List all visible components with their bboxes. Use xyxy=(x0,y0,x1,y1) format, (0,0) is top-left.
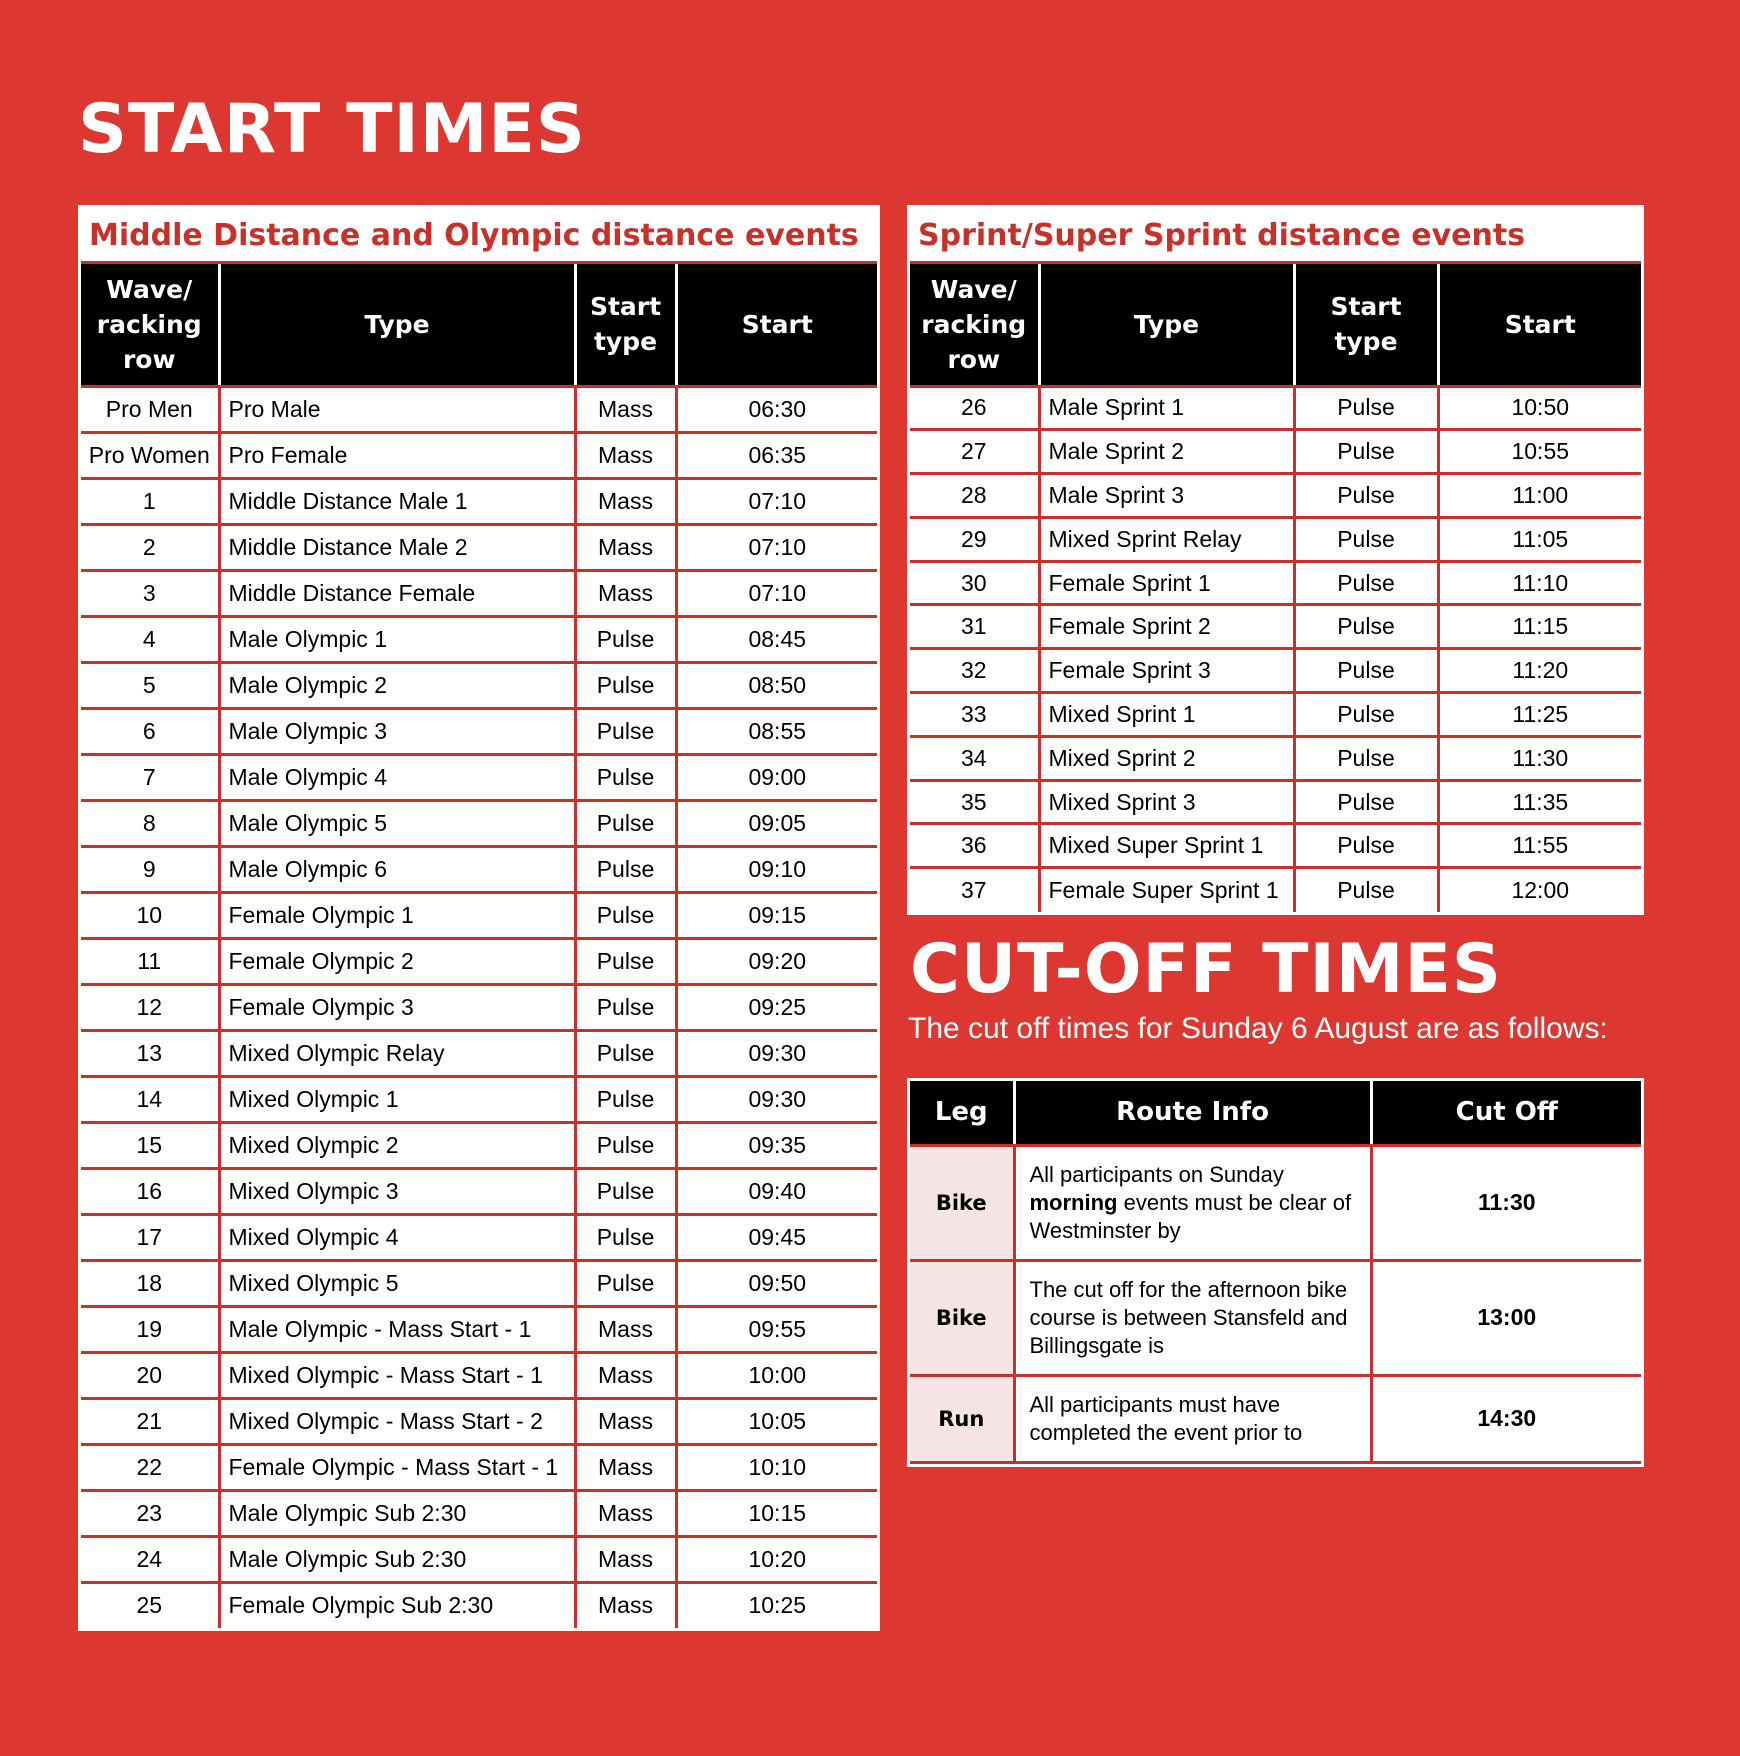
wave-cell: 24 xyxy=(81,1536,219,1582)
table-row xyxy=(81,1306,877,1352)
type-cell: Mixed Olympic - Mass Start - 2 xyxy=(219,1398,575,1444)
cutoff-times-title: CUT-OFF TIMES xyxy=(910,930,1502,1009)
table-row xyxy=(910,736,1641,780)
wave-cell: 12 xyxy=(81,984,219,1030)
wave-cell: 34 xyxy=(910,736,1039,780)
table-row xyxy=(81,1352,877,1398)
type-cell: Male Olympic 6 xyxy=(219,846,575,892)
table-row xyxy=(81,478,877,524)
type-cell: Mixed Olympic 3 xyxy=(219,1168,575,1214)
wave-cell: 28 xyxy=(910,474,1039,518)
header-wave: Wave/ racking row xyxy=(81,264,219,386)
sprint-rows xyxy=(910,386,1641,912)
wave-cell: 20 xyxy=(81,1352,219,1398)
type-cell: Mixed Olympic 5 xyxy=(219,1260,575,1306)
wave-cell: 5 xyxy=(81,662,219,708)
type-cell: Male Olympic 4 xyxy=(219,754,575,800)
start-time-cell: 09:30 xyxy=(676,1030,877,1076)
wave-cell: 31 xyxy=(910,605,1039,649)
table-row xyxy=(81,1582,877,1628)
wave-cell: 37 xyxy=(960,876,987,903)
wave-cell: Pro Men xyxy=(81,386,219,432)
cutoff-row xyxy=(910,1260,1641,1375)
wave-cell: 35 xyxy=(910,780,1039,824)
type-cell: Male Olympic - Mass Start - 1 xyxy=(219,1306,575,1352)
start-time-cell: 10:15 xyxy=(676,1490,877,1536)
wave-cell: 14 xyxy=(81,1076,219,1122)
table-row xyxy=(81,570,877,616)
table-row xyxy=(81,1398,877,1444)
table-row xyxy=(910,824,1641,868)
type-cell: Female Sprint 3 xyxy=(1039,649,1294,693)
table-row xyxy=(910,517,1641,561)
start-time-cell: 09:45 xyxy=(676,1214,877,1260)
type-cell: Female Olympic Sub 2:30 xyxy=(219,1582,575,1628)
wave-cell: 4 xyxy=(81,616,219,662)
wave-cell: 2 xyxy=(81,524,219,570)
wave-cell: 22 xyxy=(81,1444,219,1490)
start-time-cell: 09:20 xyxy=(676,938,877,984)
wave-cell: 9 xyxy=(81,846,219,892)
start-times-title: START TIMES xyxy=(78,90,586,169)
table-row xyxy=(81,800,877,846)
type-cell: Female Super Sprint 1 xyxy=(1039,868,1294,912)
start-type-cell: Mass xyxy=(575,386,676,432)
table-row xyxy=(81,1076,877,1122)
middle-olympic-caption: Middle Distance and Olympic distance events xyxy=(81,208,877,264)
start-time-cell: 10:25 xyxy=(676,1582,877,1628)
start-type-cell: Mass xyxy=(575,524,676,570)
type-cell: Mixed Super Sprint 1 xyxy=(1039,824,1294,868)
start-type-cell: Pulse xyxy=(1294,780,1438,824)
cutoff-time-cell: 13:00 xyxy=(1371,1260,1641,1375)
wave-cell: 26 xyxy=(910,386,1039,430)
wave-cell: 1 xyxy=(81,478,219,524)
start-time-cell: 09:50 xyxy=(676,1260,877,1306)
table-row xyxy=(81,662,877,708)
start-time-cell: 09:55 xyxy=(676,1306,877,1352)
type-cell: Middle Distance Female xyxy=(219,570,575,616)
table-row xyxy=(910,605,1641,649)
start-type-cell: Pulse xyxy=(1294,386,1438,430)
middle-olympic-rows xyxy=(81,386,877,1628)
table-row xyxy=(910,386,1641,430)
type-cell: Pro Male xyxy=(219,386,575,432)
start-type-cell: Pulse xyxy=(1294,868,1438,912)
start-time-cell: 06:30 xyxy=(676,386,877,432)
type-cell: Male Olympic 3 xyxy=(219,708,575,754)
type-cell: Male Olympic Sub 2:30 xyxy=(219,1490,575,1536)
table-row xyxy=(81,846,877,892)
table-row xyxy=(81,1168,877,1214)
route-info-cell xyxy=(1014,1145,1371,1260)
start-type-cell: Pulse xyxy=(575,616,676,662)
start-time-cell: 12:00 xyxy=(1438,868,1641,912)
wave-cell: 33 xyxy=(910,693,1039,737)
start-type-cell: Pulse xyxy=(575,1260,676,1306)
type-cell: Pro Female xyxy=(219,432,575,478)
cutoff-subtitle: The cut off times for Sunday 6 August are as follows: xyxy=(908,1012,1608,1045)
type-cell: Mixed Olympic - Mass Start - 1 xyxy=(219,1352,575,1398)
table-row xyxy=(910,474,1641,518)
type-cell: Female Olympic 3 xyxy=(219,984,575,1030)
type-cell: Mixed Olympic Relay xyxy=(219,1030,575,1076)
wave-cell: 36 xyxy=(910,824,1039,868)
type-cell: Mixed Olympic 1 xyxy=(219,1076,575,1122)
start-type-cell: Pulse xyxy=(1294,430,1438,474)
start-time-cell: 08:55 xyxy=(676,708,877,754)
wave-cell: 16 xyxy=(81,1168,219,1214)
type-cell: Female Sprint 1 xyxy=(1039,561,1294,605)
type-cell: Mixed Sprint Relay xyxy=(1039,517,1294,561)
start-time-cell: 11:20 xyxy=(1438,649,1641,693)
header-route-info: Route Info xyxy=(1014,1081,1371,1145)
type-cell: Male Olympic 2 xyxy=(219,662,575,708)
start-type-cell: Pulse xyxy=(575,984,676,1030)
start-type-cell: Pulse xyxy=(575,1214,676,1260)
type-cell: Female Olympic - Mass Start - 1 xyxy=(219,1444,575,1490)
start-time-cell: 08:45 xyxy=(676,616,877,662)
sprint-panel xyxy=(907,205,1644,915)
wave-cell: 23 xyxy=(81,1490,219,1536)
cutoff-time-cell: 14:30 xyxy=(1371,1375,1641,1462)
cutoff-panel xyxy=(907,1078,1644,1467)
header-start-type: Start type xyxy=(1294,264,1438,386)
wave-cell: 27 xyxy=(910,430,1039,474)
wave-cell: 15 xyxy=(81,1122,219,1168)
type-cell: Mixed Sprint 2 xyxy=(1039,736,1294,780)
table-row xyxy=(81,1214,877,1260)
table-row xyxy=(81,616,877,662)
table-row xyxy=(910,780,1641,824)
sprint-caption: Sprint/Super Sprint distance events xyxy=(910,208,1641,264)
start-time-cell: 11:00 xyxy=(1438,474,1641,518)
start-type-cell: Mass xyxy=(575,1490,676,1536)
type-cell: Female Olympic 1 xyxy=(219,892,575,938)
start-time-cell: 11:25 xyxy=(1438,693,1641,737)
start-type-cell: Pulse xyxy=(1294,561,1438,605)
table-row xyxy=(910,868,1641,912)
type-cell: Middle Distance Male 2 xyxy=(219,524,575,570)
table-row xyxy=(910,649,1641,693)
start-type-cell: Pulse xyxy=(575,938,676,984)
type-cell: Male Sprint 3 xyxy=(1039,474,1294,518)
wave-cell: 18 xyxy=(81,1260,219,1306)
start-type-cell: Mass xyxy=(575,432,676,478)
wave-cell: 32 xyxy=(910,649,1039,693)
header-start: Start xyxy=(1438,264,1641,386)
start-type-cell: Pulse xyxy=(1294,605,1438,649)
table-row xyxy=(910,693,1641,737)
sprint-table xyxy=(910,264,1641,912)
start-time-cell: 07:10 xyxy=(676,570,877,616)
table-row xyxy=(81,1444,877,1490)
type-cell: Mixed Sprint 3 xyxy=(1039,780,1294,824)
table-row xyxy=(81,1260,877,1306)
start-type-cell: Pulse xyxy=(1294,649,1438,693)
start-type-cell: Pulse xyxy=(575,1168,676,1214)
cutoff-time-cell: 11:30 xyxy=(1371,1145,1641,1260)
middle-olympic-panel xyxy=(78,205,880,1631)
route-info-cell: The cut off for the afternoon bike course is between Stansfeld and Billingsgate is xyxy=(1014,1260,1371,1375)
start-time-cell: 10:00 xyxy=(676,1352,877,1398)
middle-olympic-table xyxy=(81,264,877,1628)
start-time-cell: 09:40 xyxy=(676,1168,877,1214)
start-time-cell: 11:35 xyxy=(1438,780,1641,824)
header-type: Type xyxy=(1039,264,1294,386)
start-time-cell: 09:25 xyxy=(676,984,877,1030)
type-cell: Mixed Olympic 4 xyxy=(219,1214,575,1260)
wave-cell: 8 xyxy=(81,800,219,846)
type-cell: Male Olympic 5 xyxy=(219,800,575,846)
header-leg: Leg xyxy=(910,1081,1014,1145)
start-type-cell: Pulse xyxy=(575,1030,676,1076)
wave-cell: Pro Women xyxy=(81,432,219,478)
table-row xyxy=(910,430,1641,474)
wave-cell: 6 xyxy=(81,708,219,754)
start-type-cell: Mass xyxy=(575,1306,676,1352)
wave-cell: 10 xyxy=(81,892,219,938)
wave-cell: 25 xyxy=(136,1592,163,1619)
type-cell: Middle Distance Male 1 xyxy=(219,478,575,524)
table-row xyxy=(81,708,877,754)
table-row xyxy=(81,938,877,984)
wave-cell: 11 xyxy=(81,938,219,984)
wave-cell: 30 xyxy=(910,561,1039,605)
leg-cell: Bike xyxy=(910,1145,1014,1260)
cutoff-table xyxy=(910,1081,1641,1464)
start-type-cell: Mass xyxy=(575,1352,676,1398)
start-type-cell: Pulse xyxy=(575,754,676,800)
wave-cell: 7 xyxy=(81,754,219,800)
table-row xyxy=(81,1030,877,1076)
start-type-cell: Pulse xyxy=(575,892,676,938)
type-cell: Male Olympic 1 xyxy=(219,616,575,662)
start-time-cell: 09:10 xyxy=(676,846,877,892)
wave-cell: 21 xyxy=(81,1398,219,1444)
table-row xyxy=(81,892,877,938)
start-type-cell: Mass xyxy=(575,1582,676,1628)
type-cell: Mixed Olympic 2 xyxy=(219,1122,575,1168)
table-row xyxy=(81,1490,877,1536)
start-time-cell: 09:30 xyxy=(676,1076,877,1122)
route-info-emphasis: morning xyxy=(1029,1189,1118,1215)
start-type-cell: Pulse xyxy=(575,662,676,708)
start-type-cell: Mass xyxy=(575,1536,676,1582)
start-type-cell: Pulse xyxy=(575,800,676,846)
start-type-cell: Pulse xyxy=(575,1122,676,1168)
start-type-cell: Pulse xyxy=(1294,693,1438,737)
wave-cell: 29 xyxy=(910,517,1039,561)
start-type-cell: Pulse xyxy=(1294,824,1438,868)
table-row xyxy=(81,432,877,478)
start-time-cell: 10:55 xyxy=(1438,430,1641,474)
wave-cell: 13 xyxy=(81,1030,219,1076)
start-type-cell: Pulse xyxy=(575,1076,676,1122)
cutoff-row xyxy=(910,1145,1641,1260)
table-row xyxy=(81,1536,877,1582)
start-time-cell: 11:30 xyxy=(1438,736,1641,780)
start-time-cell: 10:05 xyxy=(676,1398,877,1444)
start-time-cell: 10:50 xyxy=(1438,386,1641,430)
table-row xyxy=(81,1122,877,1168)
leg-cell: Bike xyxy=(910,1260,1014,1375)
wave-cell: 17 xyxy=(81,1214,219,1260)
table-row xyxy=(81,524,877,570)
start-type-cell: Pulse xyxy=(1294,517,1438,561)
start-type-cell: Mass xyxy=(575,570,676,616)
start-type-cell: Pulse xyxy=(1294,736,1438,780)
start-time-cell: 11:15 xyxy=(1438,605,1641,649)
route-info-text: events must be clear of Westminster by xyxy=(1029,1189,1352,1243)
start-time-cell: 09:00 xyxy=(676,754,877,800)
start-time-cell: 09:05 xyxy=(676,800,877,846)
type-cell: Mixed Sprint 1 xyxy=(1039,693,1294,737)
start-time-cell: 10:10 xyxy=(676,1444,877,1490)
start-time-cell: 07:10 xyxy=(676,524,877,570)
header-start-type: Start type xyxy=(575,264,676,386)
start-type-cell: Pulse xyxy=(575,846,676,892)
type-cell: Male Sprint 2 xyxy=(1039,430,1294,474)
start-time-cell: 06:35 xyxy=(676,432,877,478)
cutoff-row xyxy=(910,1375,1641,1462)
start-time-cell: 11:55 xyxy=(1438,824,1641,868)
start-type-cell: Mass xyxy=(575,1444,676,1490)
route-info-text: All participants on Sunday xyxy=(1029,1161,1284,1187)
type-cell: Female Sprint 2 xyxy=(1039,605,1294,649)
header-wave: Wave/ racking row xyxy=(910,264,1039,386)
header-cut-off: Cut Off xyxy=(1371,1081,1641,1145)
type-cell: Female Olympic 2 xyxy=(219,938,575,984)
leg-cell: Run xyxy=(910,1375,1014,1462)
table-row xyxy=(81,984,877,1030)
start-type-cell: Pulse xyxy=(575,708,676,754)
wave-cell: 19 xyxy=(81,1306,219,1352)
start-time-cell: 08:50 xyxy=(676,662,877,708)
header-start: Start xyxy=(676,264,877,386)
start-time-cell: 09:15 xyxy=(676,892,877,938)
start-time-cell: 09:35 xyxy=(676,1122,877,1168)
start-time-cell: 07:10 xyxy=(676,478,877,524)
wave-cell: 3 xyxy=(81,570,219,616)
start-type-cell: Mass xyxy=(575,478,676,524)
type-cell: Male Sprint 1 xyxy=(1039,386,1294,430)
table-row xyxy=(81,386,877,432)
type-cell: Male Olympic Sub 2:30 xyxy=(219,1536,575,1582)
table-row xyxy=(910,561,1641,605)
start-time-cell: 11:05 xyxy=(1438,517,1641,561)
start-time-cell: 10:20 xyxy=(676,1536,877,1582)
table-row xyxy=(81,754,877,800)
start-type-cell: Pulse xyxy=(1294,474,1438,518)
route-info-cell: All participants must have completed the event prior to xyxy=(1014,1375,1371,1462)
start-type-cell: Mass xyxy=(575,1398,676,1444)
start-time-cell: 11:10 xyxy=(1438,561,1641,605)
header-type: Type xyxy=(219,264,575,386)
